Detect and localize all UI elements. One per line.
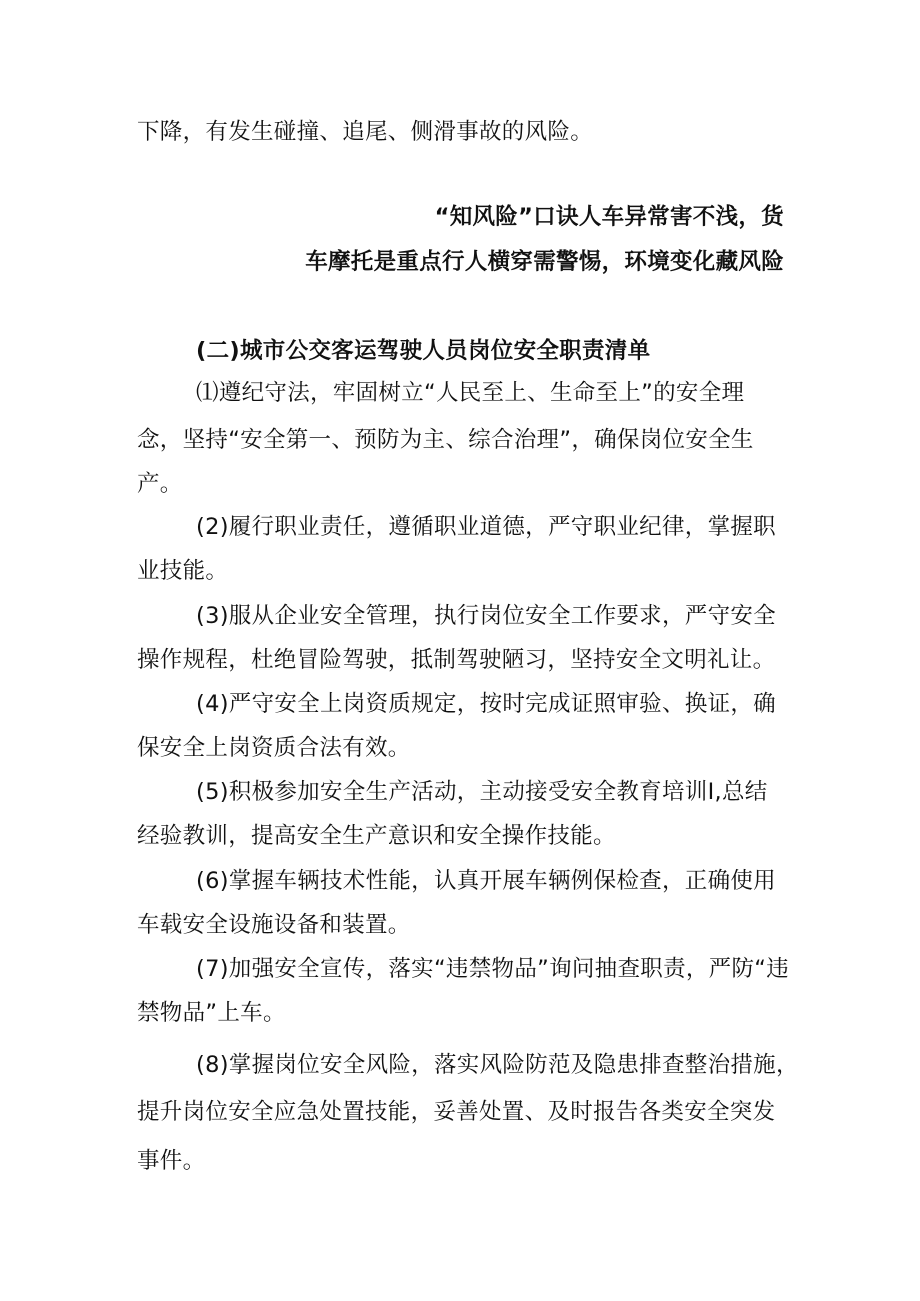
list-item-line: 经验教训，提高安全生产意识和安全操作技能。: [137, 823, 616, 849]
list-item-line: 产。: [137, 471, 183, 497]
list-item-line: (8)掌握岗位安全风险，落实风险防范及隐患排查整治措施，: [196, 1052, 799, 1078]
list-item-line: (6)掌握车辆技术性能，认真开展车辆例保检查，正确使用: [196, 868, 776, 894]
list-item-line: 业技能。: [137, 558, 229, 584]
list-item-line: 禁物品”上车。: [137, 1000, 286, 1026]
list-item-line: (2)履行职业责任，遵循职业道德，严守职业纪律，掌握职: [196, 514, 776, 540]
list-item-line: 操作规程，杜绝冒险驾驶，抵制驾驶陋习，坚持安全文明礼让。: [137, 647, 776, 673]
list-item-line: 事件。: [137, 1148, 206, 1174]
mnemonic-line-1: “知风险”口诀人车异常害不浅，货: [434, 204, 784, 230]
list-item-line: 车载安全设施设备和装置。: [137, 912, 411, 938]
list-item-line: (3)服从企业安全管理，执行岗位安全工作要求，严守安全: [196, 603, 776, 629]
intro-line: 下降，有发生碰撞、追尾、侧滑事故的风险。: [137, 119, 594, 145]
mnemonic-line-2: 车摩托是重点行人横穿需警惕，环境变化藏风险: [305, 249, 784, 275]
list-item-line: (4)严守安全上岗资质规定，按时完成证照审验、换证，确: [196, 691, 776, 717]
list-item-line: 念，坚持“安全第一、预防为主、综合治理”，确保岗位安全生: [137, 427, 754, 453]
list-item-line: (5)积极参加安全生产活动，主动接受安全教育培训I,总结: [196, 779, 768, 805]
list-item-line: ⑴遵纪守法，牢固树立“人民至上、生命至上”的安全理: [196, 380, 745, 406]
list-item-line: (7)加强安全宣传，落实“违禁物品”询问抽查职责，严防“违: [196, 956, 790, 982]
list-item-line: 提升岗位安全应急处置技能，妥善处置、及时报告各类安全突发: [137, 1099, 776, 1125]
list-item-line: 保安全上岗资质合法有效。: [137, 735, 411, 761]
section-heading: (二)城市公交客运驾驶人员岗位安全职责清单: [196, 338, 651, 364]
